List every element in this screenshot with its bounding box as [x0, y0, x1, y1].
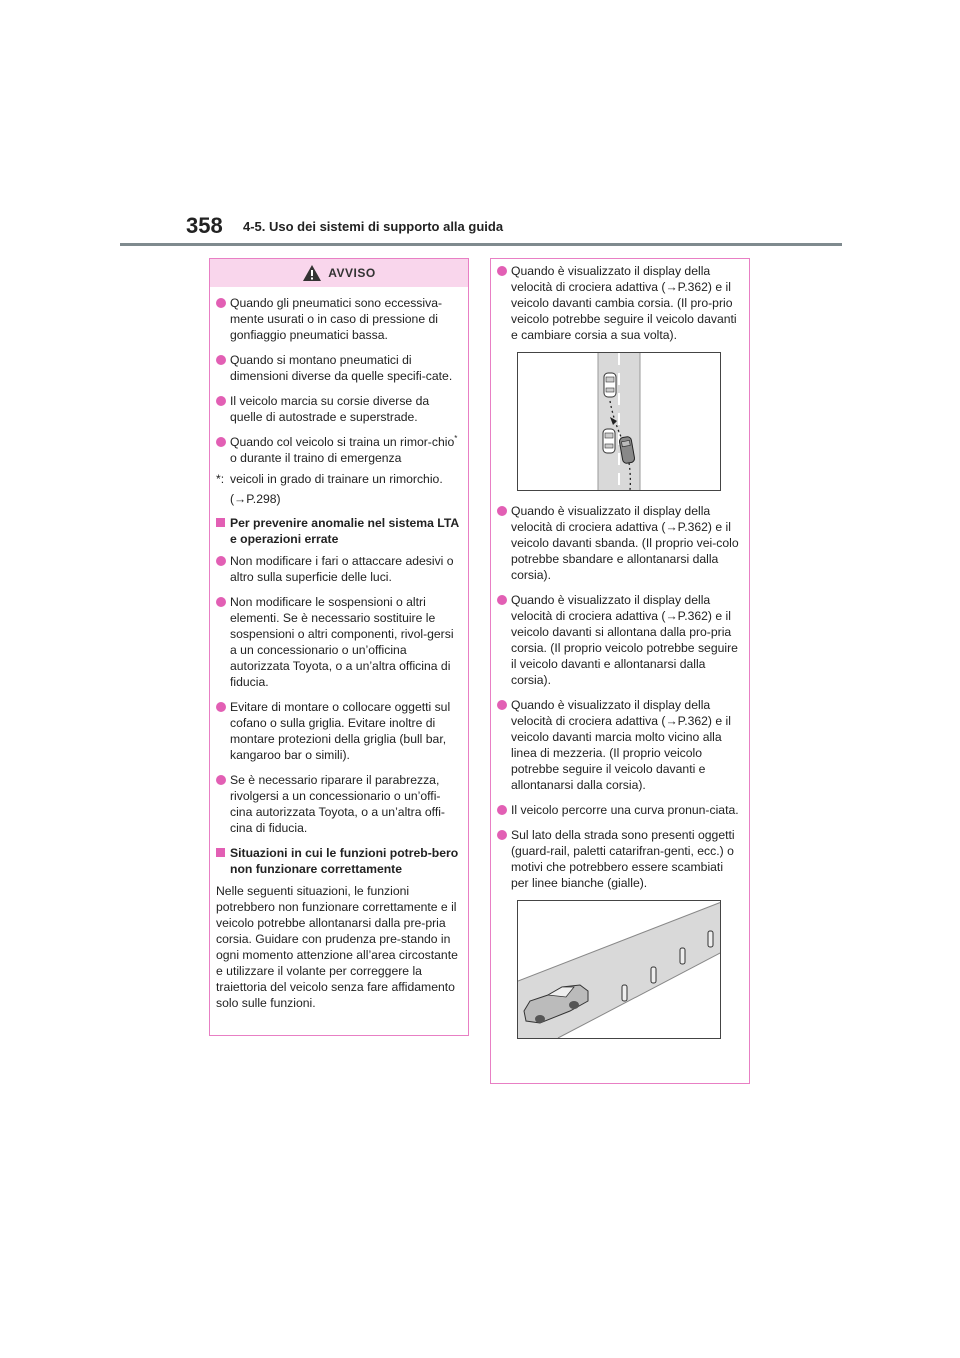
list-item: Non modificare i fari o attaccare adesivi o altro sulla superficie delle luci. — [216, 553, 460, 585]
bullet-icon — [497, 700, 507, 710]
list-item: Quando gli pneumatici sono eccessiva-mente usurati o in caso di pressione di gonfiaggio pneumatici bassa. — [216, 295, 460, 343]
lead-car-icon — [604, 373, 616, 397]
footnote-reference: (→P.298) — [230, 492, 281, 506]
square-bullet-icon — [216, 848, 225, 857]
warning-icon — [302, 264, 322, 282]
reflector-post-icon — [680, 948, 685, 964]
footnote: *: veicoli in grado di trainare un rimorchio. — [216, 472, 443, 486]
bullet-icon — [497, 805, 507, 815]
bullet-icon — [216, 556, 226, 566]
bullet-icon — [497, 595, 507, 605]
list-item: Quando è visualizzato il display della velocità di crociera adattiva (→P.362) e il veicolo davanti sbanda. (Il proprio vei-colo potrebbe sbandare e allontanarsi dalla corsia). — [497, 503, 741, 583]
bullet-icon — [216, 396, 226, 406]
list-item-towing: Quando col veicolo si traina un rimor-chio* o durante il traino di emergenza — [216, 434, 460, 466]
list-item: Quando è visualizzato il display della velocità di crociera adattiva (→P.362) e il veicolo davanti cambia corsia. (Il pro-prio veicolo potrebbe seguire il veicolo davanti e cambiare corsia a sua volta). — [497, 263, 741, 343]
subheading-lta: Per prevenire anomalie nel sistema LTA e operazioni errate — [216, 515, 460, 547]
bullet-icon — [216, 355, 226, 365]
list-item: Quando è visualizzato il display della velocità di crociera adattiva (→P.362) e il veicolo davanti marcia molto vicino alla linea di mezzeria. (Il proprio veicolo potrebbe seguire il veicolo davanti e allontanarsi dalla corsia). — [497, 697, 741, 793]
warning-label: AVVISO — [328, 266, 376, 280]
list-item: Evitare di montare o collocare oggetti sul cofano o sulla griglia. Evitare inoltre di montare protezioni della griglia (bull bar, kangaroo bar o simili). — [216, 699, 460, 763]
list-item: Se è necessario riparare il parabrezza, rivolgersi a un concessionario o un’offi-cina autorizzata Toyota, o a un’altra offi-cina di fiducia. — [216, 772, 460, 836]
warning-box — [209, 258, 469, 1036]
list-item: Sul lato della strada sono presenti oggetti (guard-rail, paletti catarifran-genti, ecc.) o motivi che potrebbero essere scambiati per linee bianche (gialle). — [497, 827, 741, 891]
lane-change-illustration — [517, 352, 721, 491]
list-item: Quando è visualizzato il display della velocità di crociera adattiva (→P.362) e il veicolo davanti si allontana dalla pro-pria corsia. (Il proprio veicolo potrebbe seguire il veicolo davanti e allontanarsi dalla corsia). — [497, 592, 741, 688]
bullet-icon — [216, 298, 226, 308]
bullet-icon — [497, 830, 507, 840]
bullet-icon — [497, 266, 507, 276]
footnote-mark: * — [454, 433, 458, 443]
list-item: Il veicolo marcia su corsie diverse da quelle di autostrade e superstrade. — [216, 393, 460, 425]
header-rule — [120, 243, 842, 246]
bullet-icon — [497, 506, 507, 516]
subheading-situations: Situazioni in cui le funzioni potreb-bero non funzionare correttamente — [216, 845, 460, 877]
section-title: 4-5. Uso dei sistemi di supporto alla guida — [243, 219, 504, 234]
reflector-post-icon — [708, 931, 713, 947]
body-paragraph: Nelle seguenti situazioni, le funzioni potrebbero non funzionare correttamente e il veicolo potrebbe allontanarsi dalla pre-pria corsia. Guidare con prudenza pre-stando in ogni momento attenzione all’area circostante e utilizzare il volante per correggere la traiettoria del veicolo senza fare affidamento solo sulle funzioni. — [216, 884, 458, 1010]
reflector-post-icon — [651, 967, 656, 983]
page-number: 358 — [186, 213, 223, 238]
roadside-posts-illustration — [517, 900, 721, 1039]
list-item: Quando si montano pneumatici di dimensioni diverse da quelle specifi-cate. — [216, 352, 460, 384]
lane-change-drawing — [518, 353, 721, 490]
roadside-posts-drawing — [518, 901, 721, 1038]
list-item: Il veicolo percorre una curva pronun-ciata. — [497, 802, 741, 818]
own-car-icon — [603, 429, 615, 453]
bullet-icon — [216, 437, 226, 447]
square-bullet-icon — [216, 518, 225, 527]
bullet-icon — [216, 702, 226, 712]
list-item: Non modificare le sospensioni o altri elementi. Se è necessario sostituire le sospensioni o altri componenti, rivol-gersi a un concessionario o un’officina autorizzata Toyota, o a un’altra officina di fiducia. — [216, 594, 460, 690]
reflector-post-icon — [622, 985, 627, 1001]
continuation-box — [490, 258, 750, 1084]
warning-header — [210, 259, 468, 287]
bullet-icon — [216, 597, 226, 607]
bullet-icon — [216, 775, 226, 785]
